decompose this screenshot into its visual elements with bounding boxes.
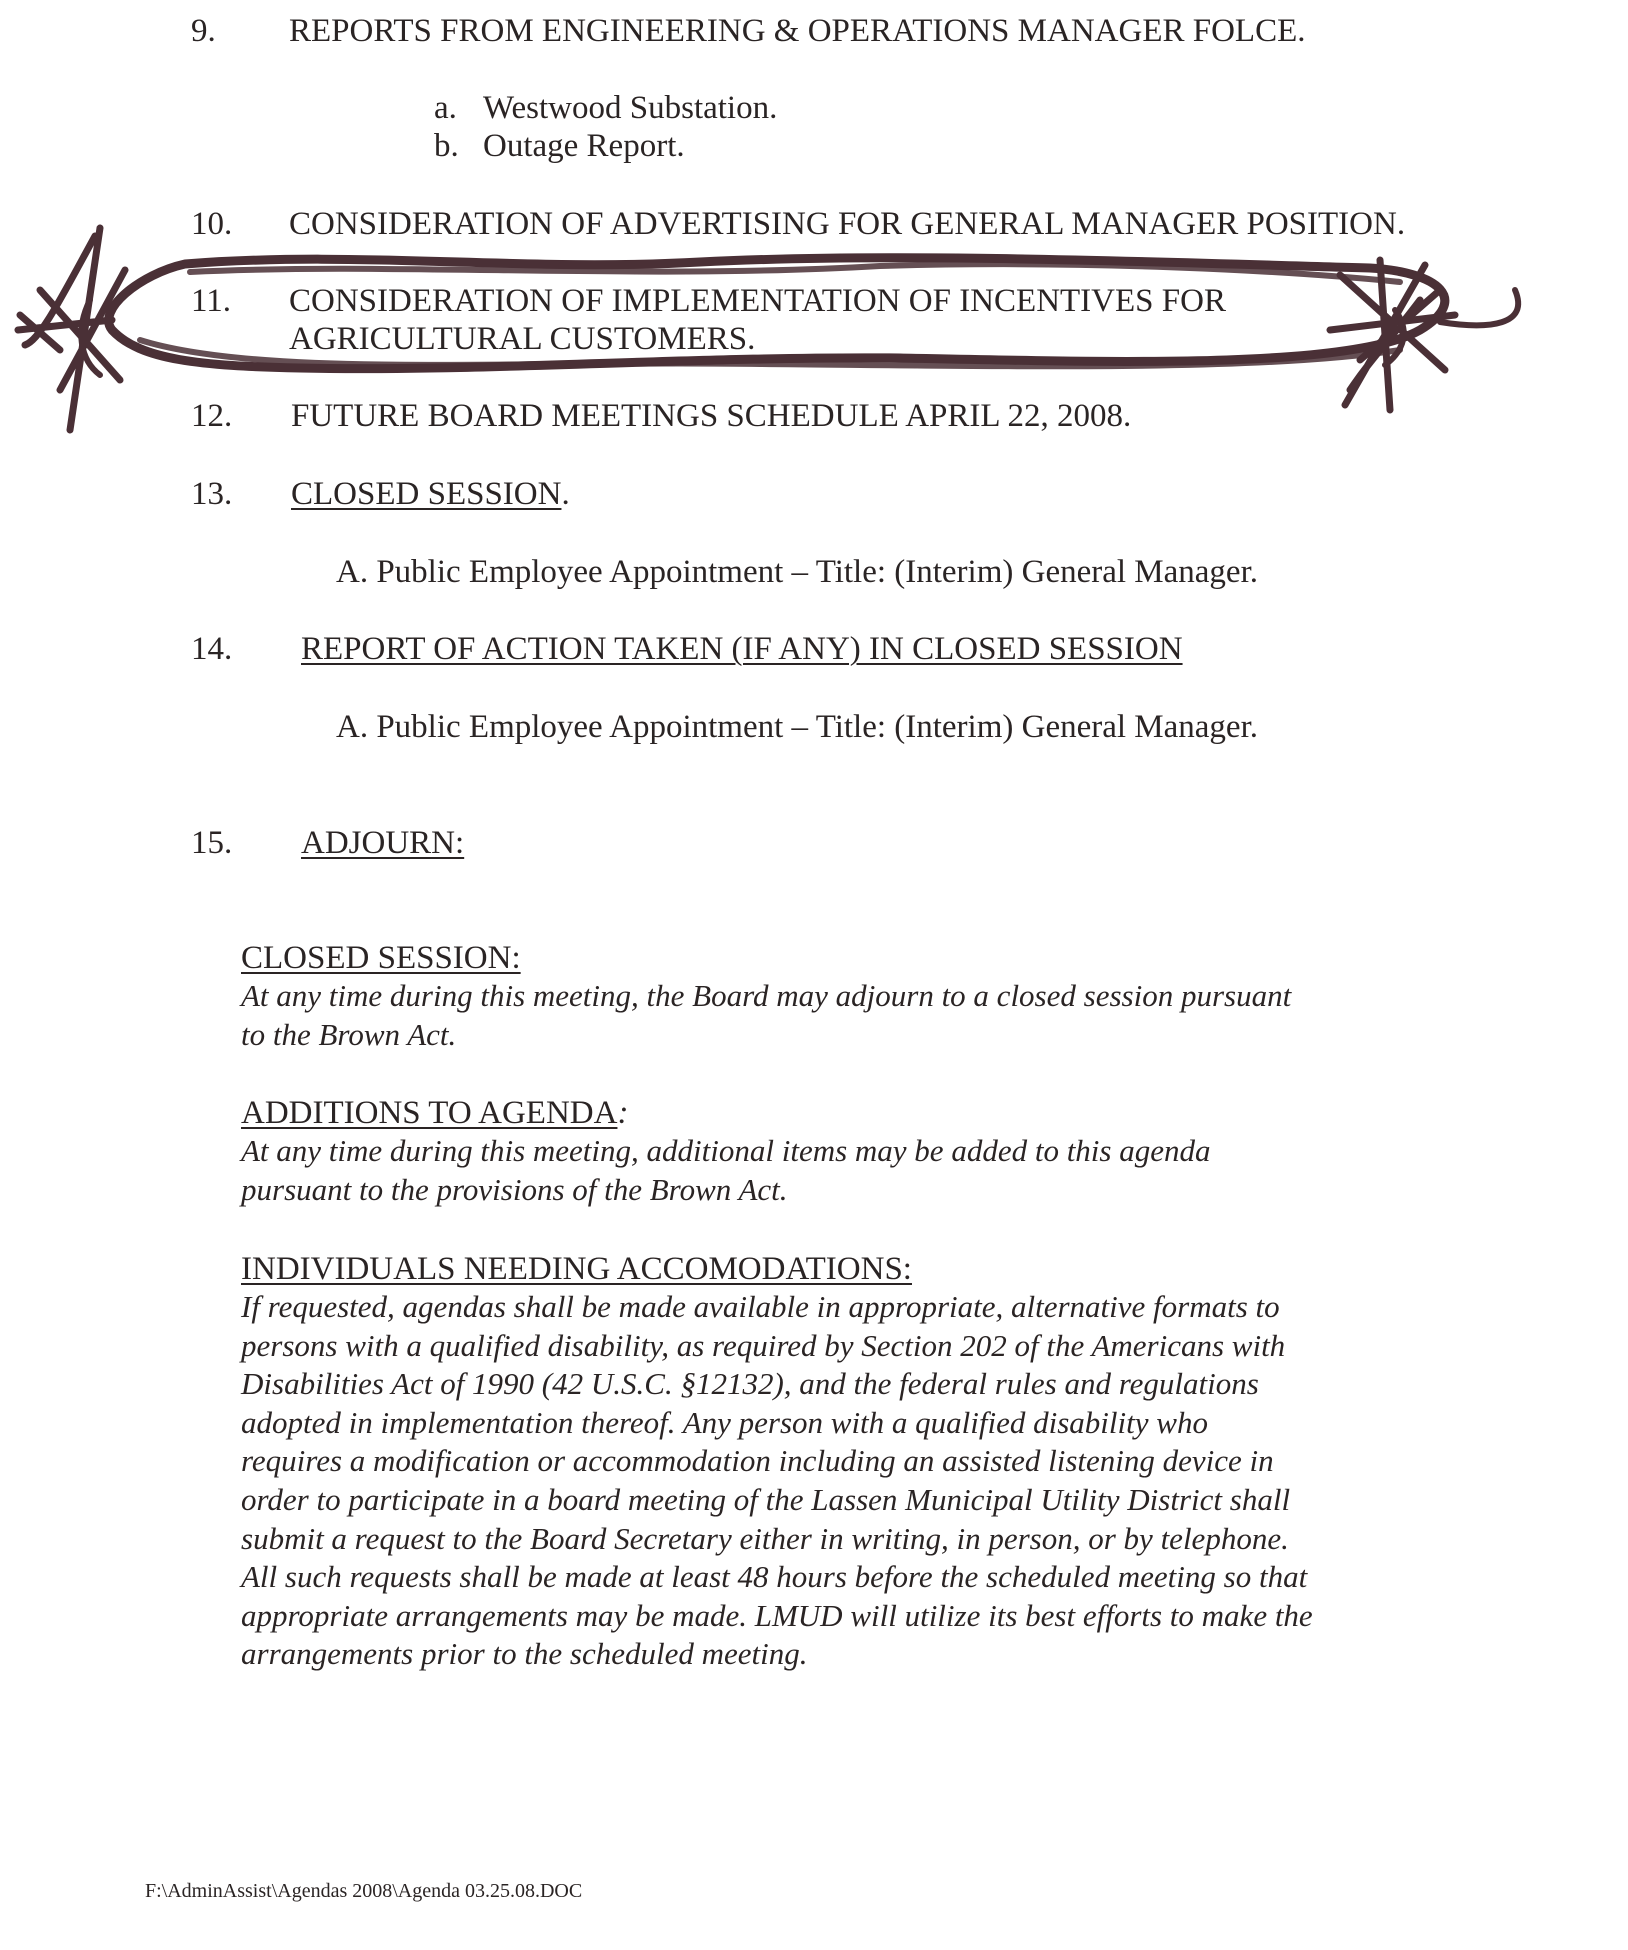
closed-session-heading: CLOSED SESSION: — [241, 940, 521, 976]
accommodations-line-2: persons with a qualified disability, as required by Section 202 of the Americans with — [241, 1327, 1286, 1363]
footer-file-path: F:\AdminAssist\Agendas 2008\Agenda 03.25.08.DOC — [145, 1880, 583, 1902]
closed-session-line-2: to the Brown Act. — [241, 1016, 457, 1052]
item-14-number: 14. — [191, 631, 233, 667]
additions-heading-suffix: : — [617, 1095, 629, 1131]
item-9-number: 9. — [191, 13, 216, 49]
accommodations-line-10: arrangements prior to the scheduled meeting. — [241, 1636, 808, 1672]
item-15-title: ADJOURN: — [301, 825, 465, 861]
accommodations-note — [241, 1250, 1561, 1674]
additions-line-2: pursuant to the provisions of the Brown Act. — [241, 1171, 788, 1207]
accommodations-line-4: adopted in implementation thereof. Any person with a qualified disability who — [241, 1404, 1208, 1440]
item-12-number: 12. — [191, 398, 233, 434]
item-14-title: REPORT OF ACTION TAKEN (IF ANY) IN CLOSED SESSION — [301, 631, 1183, 667]
additions-heading-text: ADDITIONS TO AGENDA — [241, 1095, 618, 1131]
item-9b-letter: b. — [434, 128, 459, 164]
item-12-title: FUTURE BOARD MEETINGS SCHEDULE APRIL 22, 2008. — [291, 398, 1132, 434]
accommodations-line-5: requires a modification or accommodation including an assisted listening device in — [241, 1443, 1274, 1479]
item-9-title: REPORTS FROM ENGINEERING & OPERATIONS MANAGER FOLCE. — [289, 13, 1306, 49]
item-9a-letter: a. — [434, 90, 457, 126]
accommodations-heading: INDIVIDUALS NEEDING ACCOMODATIONS: — [241, 1251, 912, 1287]
item-15-number: 15. — [191, 825, 233, 861]
item-9a-text: Westwood Substation. — [483, 90, 778, 126]
closed-session-line-1: At any time during this meeting, the Board may adjourn to a closed session pursuant — [241, 978, 1292, 1013]
item-13-number: 13. — [191, 476, 233, 512]
item-14-subitem: A. Public Employee Appointment – Title: (Interim) General Manager. — [336, 709, 1259, 745]
item-13-title: CLOSED SESSION — [291, 476, 562, 512]
item-11-number: 11. — [191, 283, 232, 319]
item-9b-text: Outage Report. — [483, 128, 685, 164]
item-10-number: 10. — [191, 206, 233, 242]
item-11-title-line1: CONSIDERATION OF IMPLEMENTATION OF INCENTIVES FOR — [289, 283, 1226, 319]
additions-line-1: At any time during this meeting, additional items may be added to this agenda — [241, 1133, 1211, 1168]
accommodations-line-9: appropriate arrangements may be made. LMUD will utilize its best efforts to make the — [241, 1597, 1313, 1633]
additions-note — [241, 1094, 1561, 1209]
item-13-subitem: A. Public Employee Appointment – Title: (Interim) General Manager. — [336, 554, 1259, 590]
item-11-title-line2: AGRICULTURAL CUSTOMERS. — [289, 321, 756, 357]
additions-heading — [241, 1094, 1561, 1132]
closed-session-note — [241, 939, 1561, 1054]
accommodations-line-7: submit a request to the Board Secretary either in writing, in person, or by telephone. — [241, 1520, 1289, 1556]
accommodations-line-3: Disabilities Act of 1990 (42 U.S.C. §12132), and the federal rules and regulations — [241, 1366, 1259, 1402]
accommodations-line-8: All such requests shall be made at least 48 hours before the scheduled meeting so that — [241, 1559, 1308, 1595]
item-10-title: CONSIDERATION OF ADVERTISING FOR GENERAL MANAGER POSITION. — [289, 206, 1406, 242]
item-13-suffix: . — [561, 476, 570, 512]
accommodations-line-6: order to participate in a board meeting of the Lassen Municipal Utility District shall — [241, 1481, 1291, 1517]
item-13-heading — [291, 478, 570, 511]
accommodations-line-1: If requested, agendas shall be made available in appropriate, alternative formats to — [241, 1289, 1280, 1324]
